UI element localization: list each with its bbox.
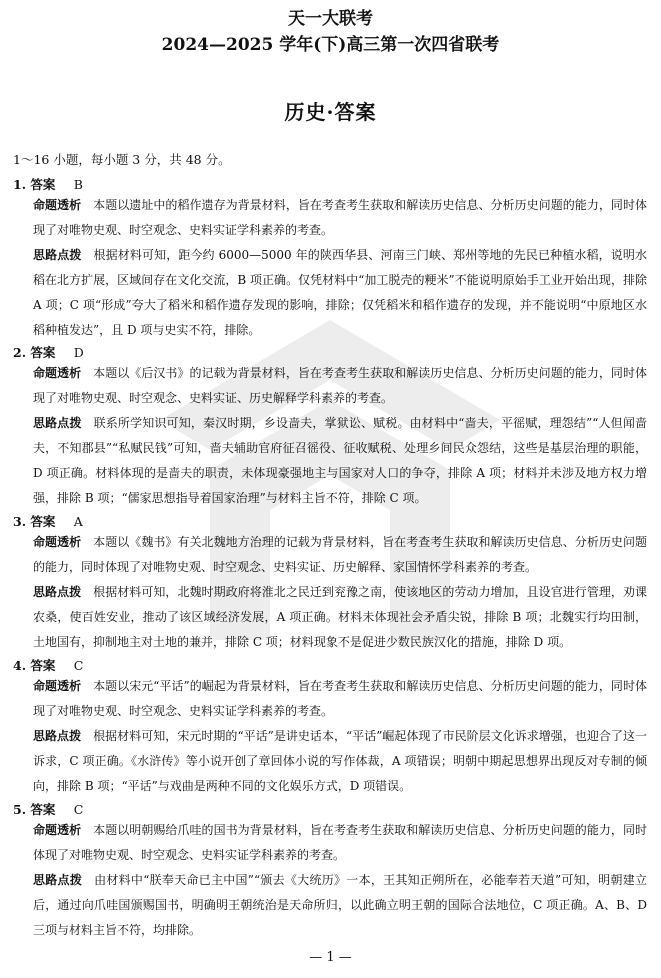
question-number: 5. (13, 802, 27, 817)
answer-label: 答案 (30, 658, 56, 673)
analysis-text: 本题以遗址中的稻作遗存为背景材料，旨在考查考生获取和解读历史信息、分析历史问题的能力，同时体现了对唯物史观、时空观念、史料实证学科素养的考查。 (33, 198, 647, 237)
question-number: 1. (13, 177, 27, 192)
hint-text: 根据材料可知，距今约 6000—5000 年的陕西华县、河南三门峡、郑州等地的先民已种植水稻，说明水稻在北方扩展，区域间存在文化交流，B 项正确。仅凭材料中“加工脱壳的粳米”不能说明原始手工业开始出现，排除 A 项；C 项“形成”夸大了稻米和稻作遗存发现的影响，排除；仅凭稻米和稻作遗存的发现，并不能说明“中原地区水稻种植发达”，且 D 项与史实不符，排除。 (33, 248, 647, 337)
analysis-label: 命题透析 (33, 679, 82, 693)
question-2-header (13, 343, 84, 361)
hint-label: 思路点拨 (33, 248, 82, 262)
question-4-hint (33, 724, 647, 799)
question-number: 4. (13, 658, 27, 673)
exam-organizer: 天一大联考 (288, 9, 373, 29)
hint-label: 思路点拨 (33, 585, 82, 599)
question-1-hint (33, 243, 647, 343)
analysis-label: 命题透析 (33, 823, 82, 837)
question-3-header (13, 512, 83, 530)
hint-label: 思路点拨 (33, 873, 83, 887)
hint-text: 由材料中“朕奉天命已主中国”“颁去《大统历》一本，王其知正朔所在，必能奉若天道”可知，明朝建立后，通过向爪哇国颁赐国书，明确明王朝统治是天命所归，以此确立明王朝的国际合法地位，C 项正确。A、B、D 三项与材料主旨不符，均排除。 (33, 873, 647, 937)
answer-label: 答案 (30, 802, 56, 817)
analysis-label: 命题透析 (33, 535, 82, 549)
answer-value: A (73, 514, 83, 529)
analysis-text: 本题以明朝赐给爪哇的国书为背景材料，旨在考查考生获取和解读历史信息、分析历史问题的能力，同时体现了对唯物史观、时空观念、史料实证学科素养的考查。 (33, 823, 647, 862)
exam-title: 2024—2025 学年(下)高三第一次四省联考 (161, 35, 500, 55)
analysis-text: 本题以《魏书》有关北魏地方治理的记载为背景材料，旨在考查考生获取和解读历史信息、分析历史问题的能力，同时体现了对唯物史观、时空观念、史料实证、历史解释、家国情怀学科素养的考查。 (33, 535, 647, 574)
question-2-hint (33, 411, 647, 511)
question-4-header (13, 656, 83, 674)
analysis-text: 本题以《后汉书》的记载为背景材料，旨在考查考生获取和解读历史信息、分析历史问题的能力，同时体现了对唯物史观、时空观念、史料实证、历史解释学科素养的考查。 (33, 366, 647, 405)
question-3-analysis (33, 530, 647, 580)
analysis-label: 命题透析 (33, 198, 82, 212)
answer-value: B (73, 177, 83, 192)
question-2-analysis (33, 361, 647, 411)
answer-value: C (73, 802, 84, 817)
question-5-analysis (33, 818, 647, 868)
hint-label: 思路点拨 (33, 729, 82, 743)
answer-value: D (73, 345, 84, 360)
scoring-intro: 1～16 小题，每小题 3 分，共 48 分。 (13, 152, 231, 167)
answer-label: 答案 (30, 177, 56, 192)
question-number: 3. (13, 514, 27, 529)
analysis-label: 命题透析 (33, 366, 82, 380)
analysis-text: 本题以宋元“平话”的崛起为背景材料，旨在考查考生获取和解读历史信息、分析历史问题的能力，同时体现了对唯物史观、时空观念、史料实证学科素养的考查。 (33, 679, 647, 718)
answer-label: 答案 (30, 514, 56, 529)
hint-label: 思路点拨 (33, 416, 82, 430)
hint-text: 根据材料可知，北魏时期政府将淮北之民迁到兖豫之南，使该地区的劳动力增加，且设官进行管理，劝课农桑，使百姓安业，推动了该区域经济发展，A 项正确。材料未体现社会矛盾尖锐，排除 B 项；北魏实行均田制，土地国有，抑制地主对土地的兼并，排除 C 项；材料现象不是促进少数民族汉化的措施，排除 D 项。 (33, 585, 647, 649)
question-4-analysis (33, 674, 647, 724)
question-1-analysis (33, 193, 647, 243)
answer-value: C (73, 658, 84, 673)
question-3-hint (33, 580, 647, 655)
question-5-header (13, 800, 83, 818)
page-number: — 1 — (309, 950, 352, 965)
question-1-header (13, 175, 83, 193)
question-number: 2. (13, 345, 27, 360)
hint-text: 联系所学知识可知，秦汉时期，乡设啬夫，掌狱讼、赋税。由材料中“啬夫，平徭赋，理怨结”“人但闻啬夫，不知郡县”“私赋民钱”可知，啬夫辅助官府征召徭役、征收赋税、处理乡间民众怨结，这些是基层治理的职能，D 项正确。材料体现的是啬夫的职责，未体现豪强地主与国家对人口的争夺，排除 A 项；材料并未涉及地方权力增强，排除 B 项；“儒家思想指导着国家治理”与材料主旨不符，排除 C 项。 (33, 416, 647, 505)
subject-title: 历史·答案 (284, 100, 377, 124)
hint-text: 根据材料可知，宋元时期的“平话”是讲史话本，“平话”崛起体现了市民阶层文化诉求增强，也迎合了这一诉求，C 项正确。《水浒传》等小说开创了章回体小说的写作体裁，A 项错误；明朝中期起思想界出现反对专制的倾向，排除 B 项；“平话”与戏曲是两种不同的文化娱乐方式，D 项错误。 (33, 729, 647, 793)
question-5-hint (33, 868, 647, 943)
answer-label: 答案 (30, 345, 56, 360)
